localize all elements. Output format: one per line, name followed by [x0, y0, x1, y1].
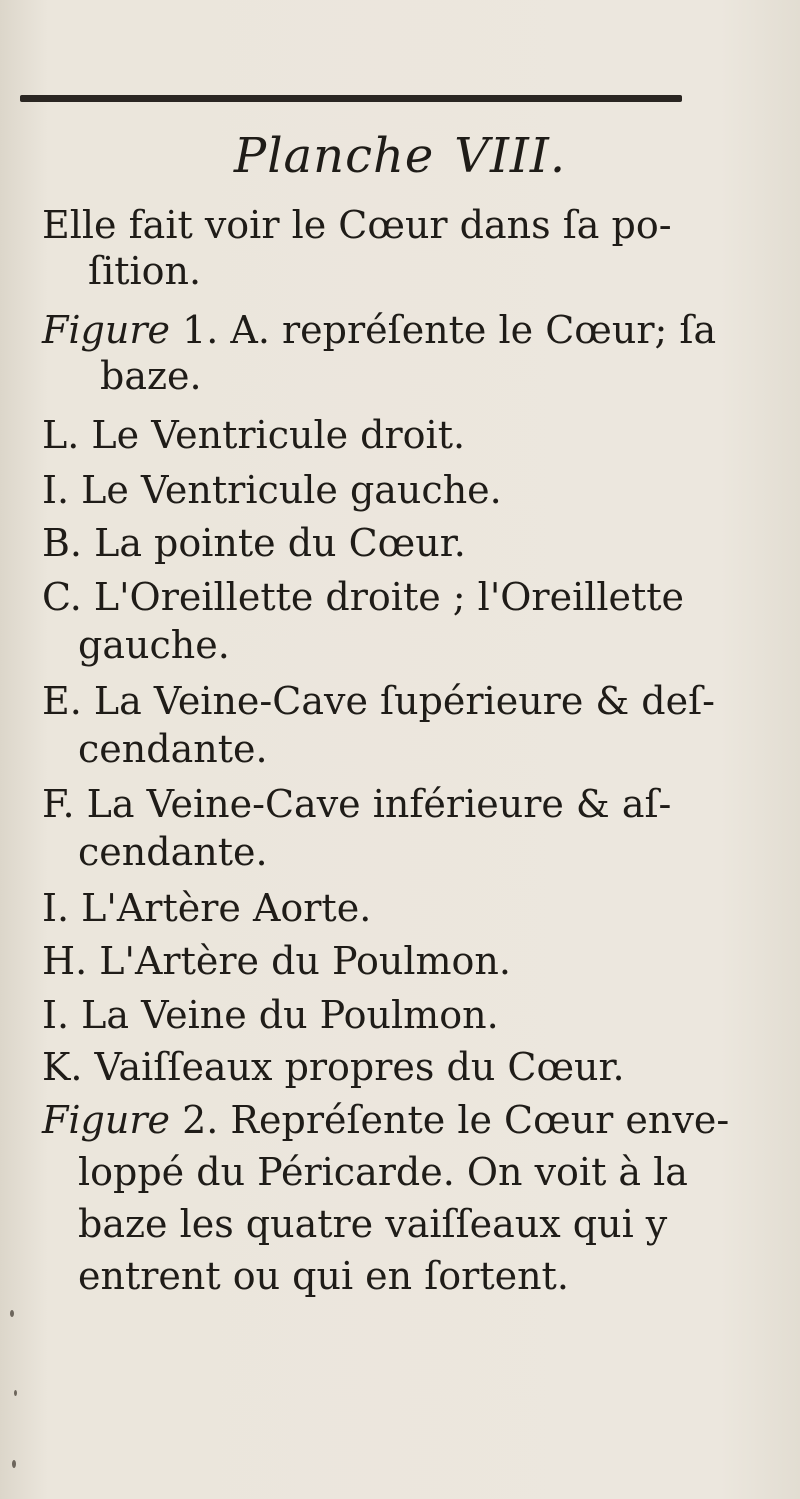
- entry-line: F. La Veine-Cave inférieure & aſ-: [42, 782, 672, 826]
- entry-line: 1. A. repréſente le Cœur; ſa: [169, 308, 717, 352]
- entry-line: ſition.: [88, 249, 202, 293]
- entry-line: K. Vaiſſeaux propres du Cœur.: [42, 1045, 625, 1089]
- entry-line: cendante.: [78, 830, 268, 874]
- figure-label: Figure: [42, 1098, 170, 1142]
- entry-line: 2. Repréſente le Cœur enve-: [169, 1098, 730, 1142]
- entry-line: baze.: [100, 354, 202, 398]
- header-rule: [20, 95, 682, 102]
- entry-line: I. Le Ventricule gauche.: [42, 468, 502, 512]
- entry-line: B. La pointe du Cœur.: [42, 521, 466, 565]
- plate-title-numeral: VIII.: [454, 128, 567, 184]
- paper-speck: [12, 1460, 16, 1468]
- entry-line: gauche.: [78, 623, 230, 667]
- entry-line: entrent ou qui en ſortent.: [78, 1254, 569, 1298]
- entry-line: E. La Veine-Cave ſupérieure & deſ-: [42, 679, 716, 723]
- paper-speck: [14, 1390, 17, 1396]
- entry-line: I. La Veine du Poulmon.: [42, 993, 499, 1037]
- figure-label: Figure: [42, 308, 170, 352]
- entry-line: loppé du Péricarde. On voit à la: [78, 1150, 688, 1194]
- entry-line: I. L'Artère Aorte.: [42, 886, 372, 930]
- entry-line: H. L'Artère du Poulmon.: [42, 939, 511, 983]
- entry-line: Elle fait voir le Cœur dans ſa po-: [42, 203, 672, 247]
- entry-line: L. Le Ventricule droit.: [42, 413, 466, 457]
- plate-title: [0, 128, 800, 184]
- entry-line: C. L'Oreillette droite ; l'Oreillette: [42, 575, 685, 619]
- entry-line: cendante.: [78, 727, 268, 771]
- entry-line: baze les quatre vaiſſeaux qui y: [78, 1202, 668, 1246]
- paper-speck: [10, 1310, 14, 1317]
- plate-title-prefix: Planche: [233, 128, 435, 184]
